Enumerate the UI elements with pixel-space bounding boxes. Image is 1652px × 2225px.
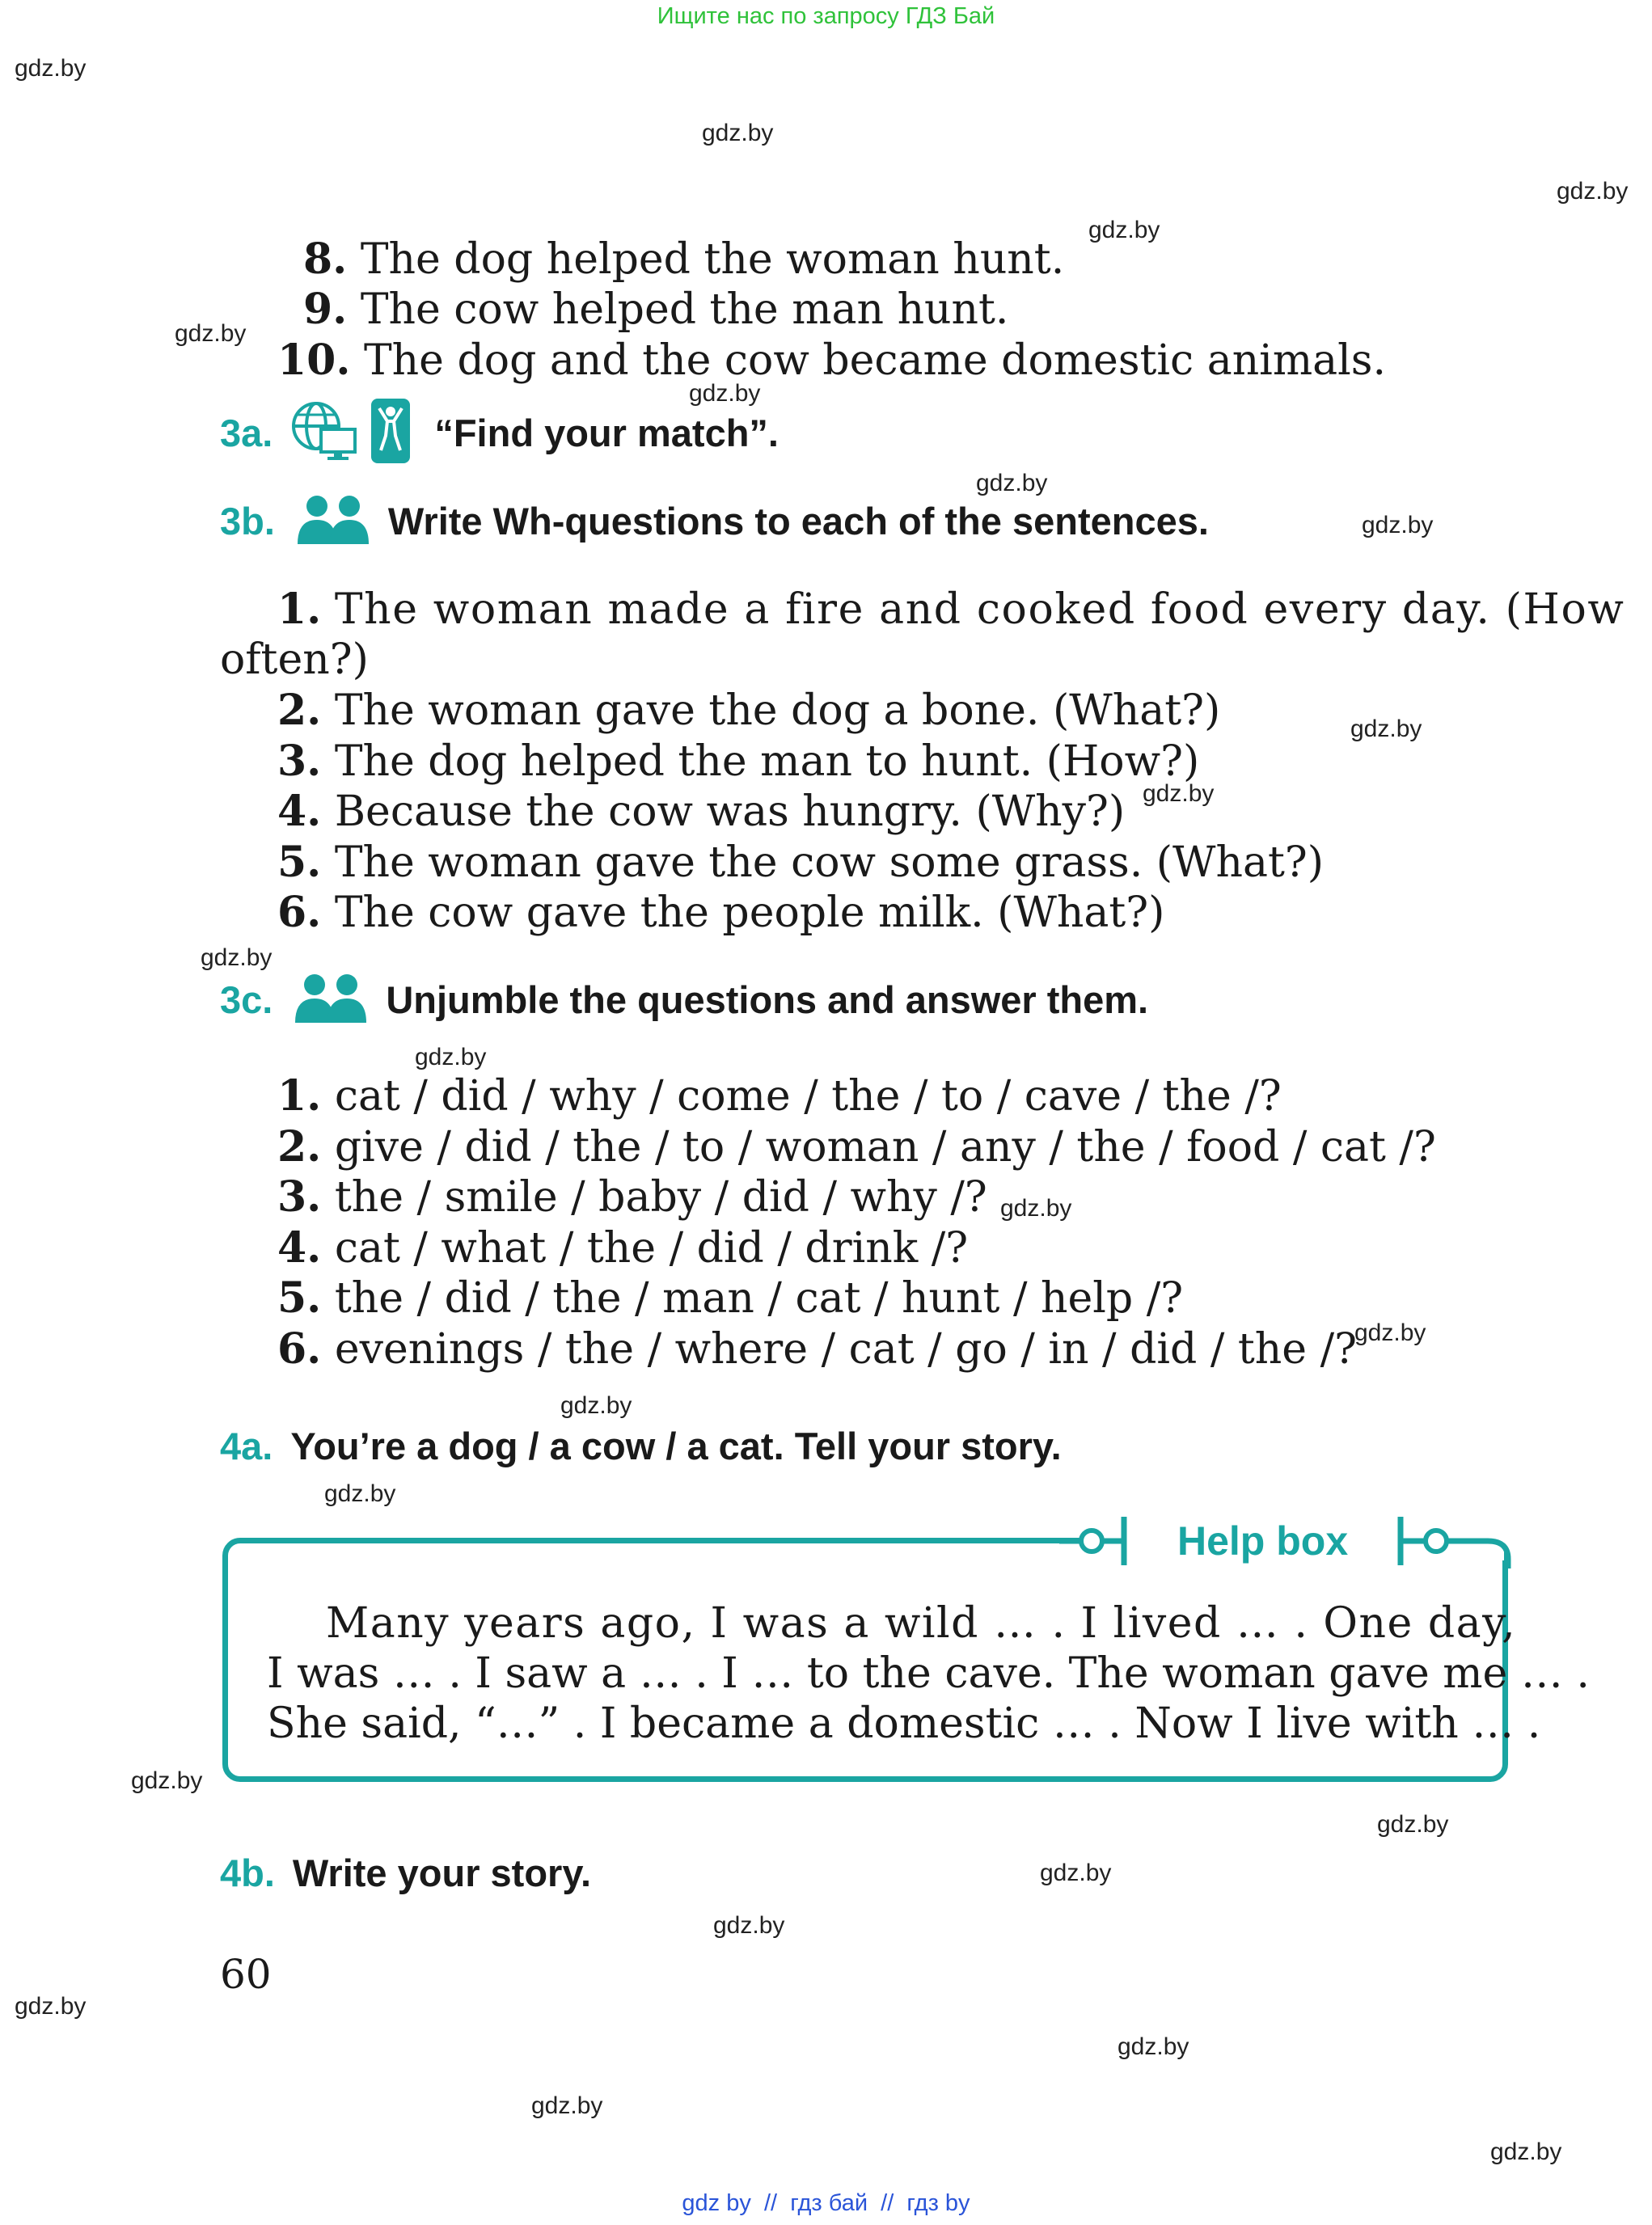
watermark: gdz.by — [1350, 716, 1422, 742]
watermark: gdz.by — [1377, 1811, 1449, 1838]
list-item: 9. The cow helped the man hunt. — [303, 285, 1009, 334]
exercise-3c-heading — [220, 973, 1148, 1025]
list-item: 4. cat / what / the / did / drink /? — [277, 1223, 969, 1273]
exercise-number: 3c. — [220, 977, 273, 1021]
watermark: gdz.by — [1354, 1319, 1426, 1346]
list-item: 10. The dog and the cow became domestic animals. — [277, 336, 1386, 385]
list-item: 5. the / did / the / man / cat / hunt / help /? — [277, 1273, 1184, 1323]
watermark: gdz.by — [713, 1912, 785, 1939]
exercise-4b-heading — [220, 1848, 591, 1897]
exercise-title: Write your story. — [292, 1851, 592, 1894]
watermark: gdz.by — [1557, 178, 1629, 205]
top-banner: Ищите нас по запросу ГДЗ Бай — [657, 3, 995, 29]
exercise-number: 3b. — [220, 499, 275, 543]
watermark: gdz.by — [175, 320, 247, 347]
watermark: gdz.by — [702, 120, 774, 146]
exercise-title: Write Wh-questions to each of the sentences. — [387, 499, 1209, 543]
list-item: 3. the / smile / baby / did / why /? — [277, 1172, 987, 1222]
watermark: gdz.by — [415, 1044, 487, 1070]
watermark: gdz.by — [15, 1993, 87, 2020]
exercise-title: You’re a dog / a cow / a cat. Tell your story. — [290, 1424, 1062, 1467]
list-item: 2. The woman gave the dog a bone. (What?) — [277, 686, 1221, 735]
pair-work-icon — [296, 494, 370, 547]
list-item: 6. The cow gave the people milk. (What?) — [277, 888, 1165, 937]
exercise-title: “Find your match”. — [434, 411, 779, 454]
watermark: gdz.by — [15, 55, 87, 82]
watermark: gdz.by — [1088, 217, 1160, 243]
dance-game-icon — [370, 397, 412, 468]
watermark: gdz.by — [976, 470, 1048, 496]
exercise-number: 4b. — [220, 1851, 275, 1894]
globe-monitor-icon — [290, 400, 358, 465]
pair-work-icon — [294, 973, 368, 1026]
help-box-line: I was … . I saw a … . I … to the cave. The woman gave me … . — [267, 1649, 1590, 1698]
list-item: 4. Because the cow was hungry. (Why?) — [277, 787, 1126, 836]
watermark: gdz.by — [1040, 1860, 1112, 1886]
watermark: gdz.by — [1143, 780, 1215, 807]
watermark: gdz.by — [1490, 2138, 1562, 2165]
exercise-number: 4a. — [220, 1424, 273, 1467]
list-item: 6. evenings / the / where / cat / go / in / did / the /? — [277, 1324, 1357, 1374]
list-item: 1. cat / did / why / come / the / to / cave / the /? — [277, 1071, 1282, 1121]
page-number: 60 — [220, 1951, 272, 1998]
bottom-banner: gdz by // гдз бай // гдз by — [682, 2190, 970, 2216]
list-item: 8. The dog helped the woman hunt. — [303, 234, 1065, 284]
watermark: gdz.by — [131, 1767, 203, 1794]
list-item: 5. The woman gave the cow some grass. (What?) — [277, 838, 1325, 887]
help-box-line: She said, “…” . I became a domestic … . Now I live with … . — [267, 1699, 1541, 1748]
help-box-line: Many years ago, I was a wild … . I lived … . One day, — [326, 1599, 1517, 1648]
watermark: gdz.by — [1118, 2033, 1189, 2060]
list-item: 3. The dog helped the man to hunt. (How?) — [277, 737, 1200, 786]
watermark: gdz.by — [560, 1392, 632, 1419]
list-item-continuation: often?) — [220, 635, 369, 684]
exercise-3b-heading — [220, 495, 1209, 547]
exercise-title: Unjumble the questions and answer them. — [386, 977, 1149, 1021]
exercise-number: 3a. — [220, 411, 273, 454]
watermark: gdz.by — [1000, 1195, 1072, 1222]
watermark: gdz.by — [531, 2092, 603, 2119]
help-box-label: Help box — [1177, 1518, 1349, 1564]
exercise-4a-heading — [220, 1421, 1062, 1470]
exercise-3a-heading — [220, 396, 779, 469]
watermark: gdz.by — [201, 944, 273, 971]
list-item: 2. give / did / the / to / woman / any / the / food / cat /? — [277, 1122, 1436, 1172]
watermark: gdz.by — [689, 380, 761, 407]
list-item: 1. The woman made a fire and cooked food every day. (How — [277, 585, 1625, 634]
watermark: gdz.by — [1362, 512, 1434, 538]
watermark: gdz.by — [324, 1480, 396, 1507]
